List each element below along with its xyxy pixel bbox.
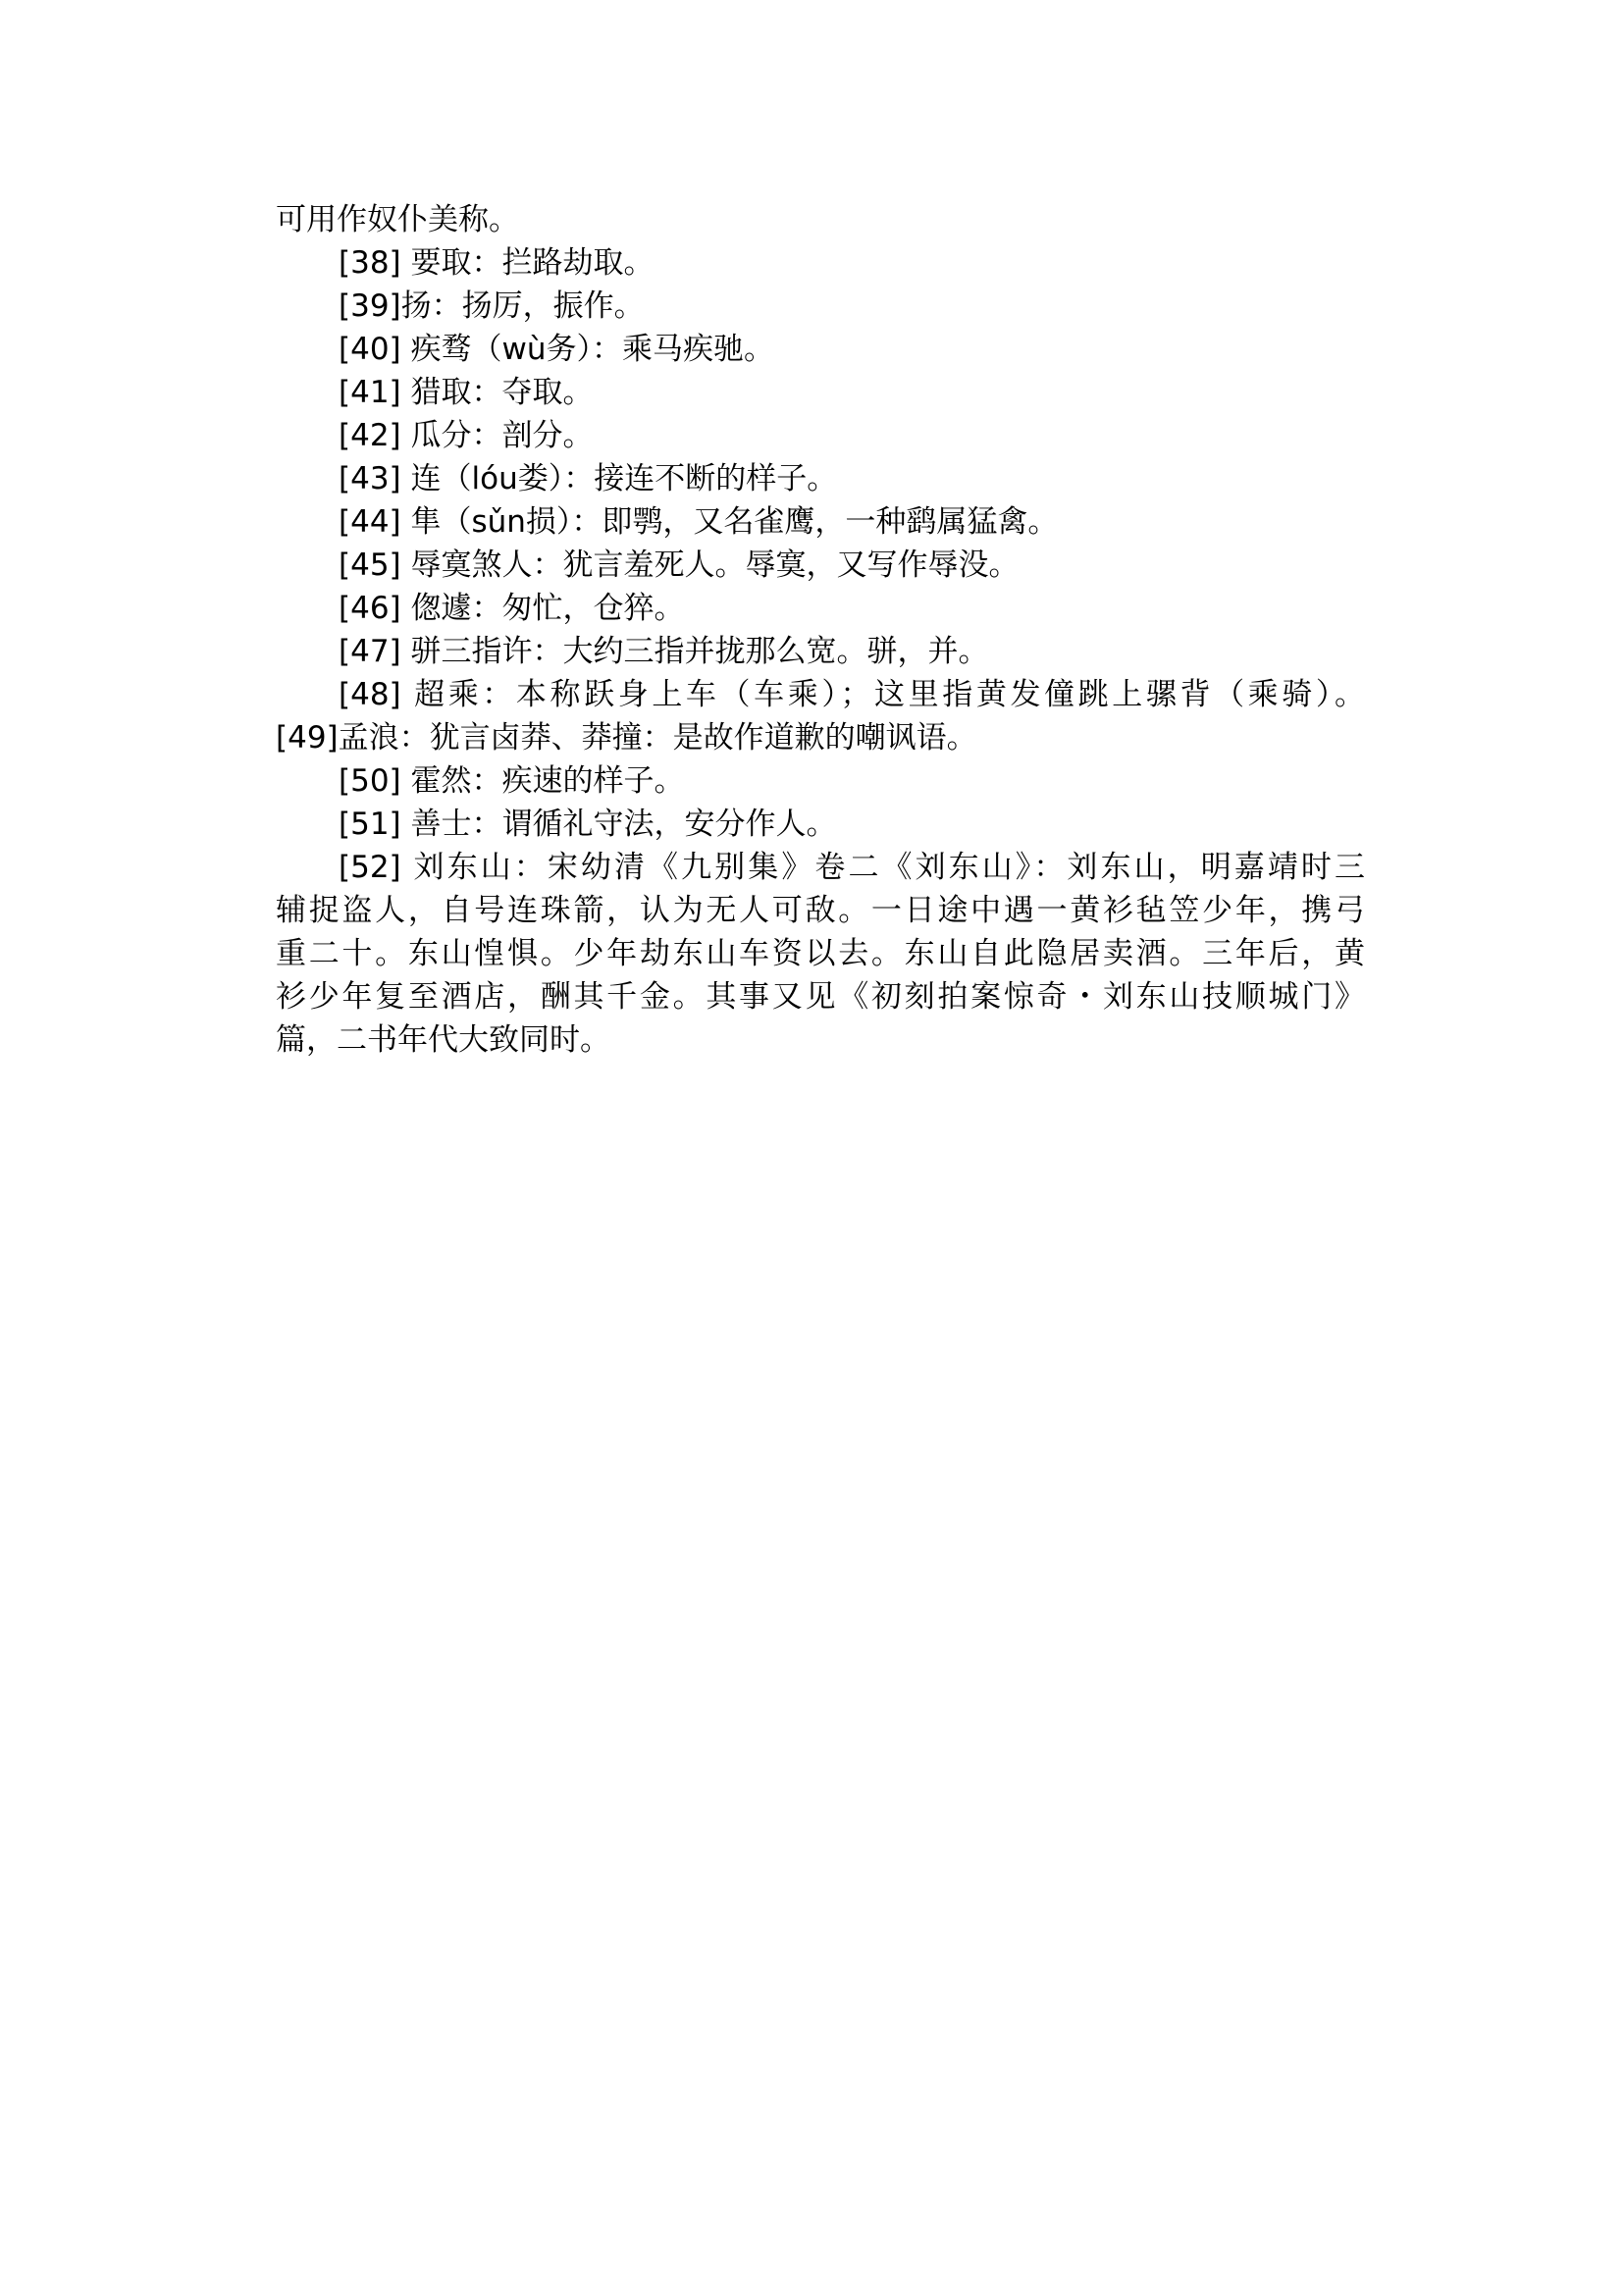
footnote-49: [49]孟浪：犹言卤莽、莽撞：是故作道歉的嘲讽语。 <box>276 720 977 756</box>
footnote-42: [42] 瓜分：剖分。 <box>339 418 594 453</box>
footnote-39: [39]扬：扬厉，振作。 <box>339 288 645 324</box>
footnote-52-cont-1: 辅捉盗人，自号连珠箭，认为无人可敌。一日途中遇一黄衫毡笠少年，携弓 <box>276 893 1365 928</box>
footnote-51: [51] 善士：谓循礼守法，安分作人。 <box>339 807 837 842</box>
footnote-52-cont-4: 篇，二书年代大致同时。 <box>276 1022 610 1058</box>
text-line: 可用作奴仆美称。 <box>276 202 519 237</box>
footnote-41: [41] 猎取：夺取。 <box>339 375 594 410</box>
footnote-43: [43] 连（lóu娄）：接连不断的样子。 <box>339 461 838 496</box>
footnote-47: [47] 骈三指许：大约三指并拢那么宽。骈，并。 <box>339 634 989 669</box>
footnote-50: [50] 霍然：疾速的样子。 <box>339 763 685 799</box>
footnote-45: [45] 辱寞煞人：犹言羞死人。辱寞，又写作辱没。 <box>339 547 1020 583</box>
footnote-40: [40] 疾骛（wù务）：乘马疾驰。 <box>339 332 774 367</box>
footnote-38: [38] 要取：拦路劫取。 <box>339 245 655 281</box>
footnote-52-cont-2: 重二十。东山惶惧。少年劫东山车资以去。东山自此隐居卖酒。三年后，黄 <box>276 936 1365 971</box>
footnote-52: [52] 刘东山：宋幼清《九别集》卷二《刘东山》：刘东山，明嘉靖时三 <box>339 850 1365 885</box>
annotation-text <box>276 198 1365 1062</box>
footnote-52-cont-3: 衫少年复至酒店，酬其千金。其事又见《初刻拍案惊奇・刘东山技顺城门》 <box>276 979 1365 1015</box>
footnote-46: [46] 偬遽：匆忙，仓猝。 <box>339 591 685 626</box>
footnote-44: [44] 隼（sǔn损）：即鹗，又名雀鹰，一种鹞属猛禽。 <box>339 504 1059 540</box>
footnote-48: [48] 超乘：本称跃身上车（车乘）；这里指黄发僮跳上骡背（乘骑）。 <box>339 677 1365 712</box>
